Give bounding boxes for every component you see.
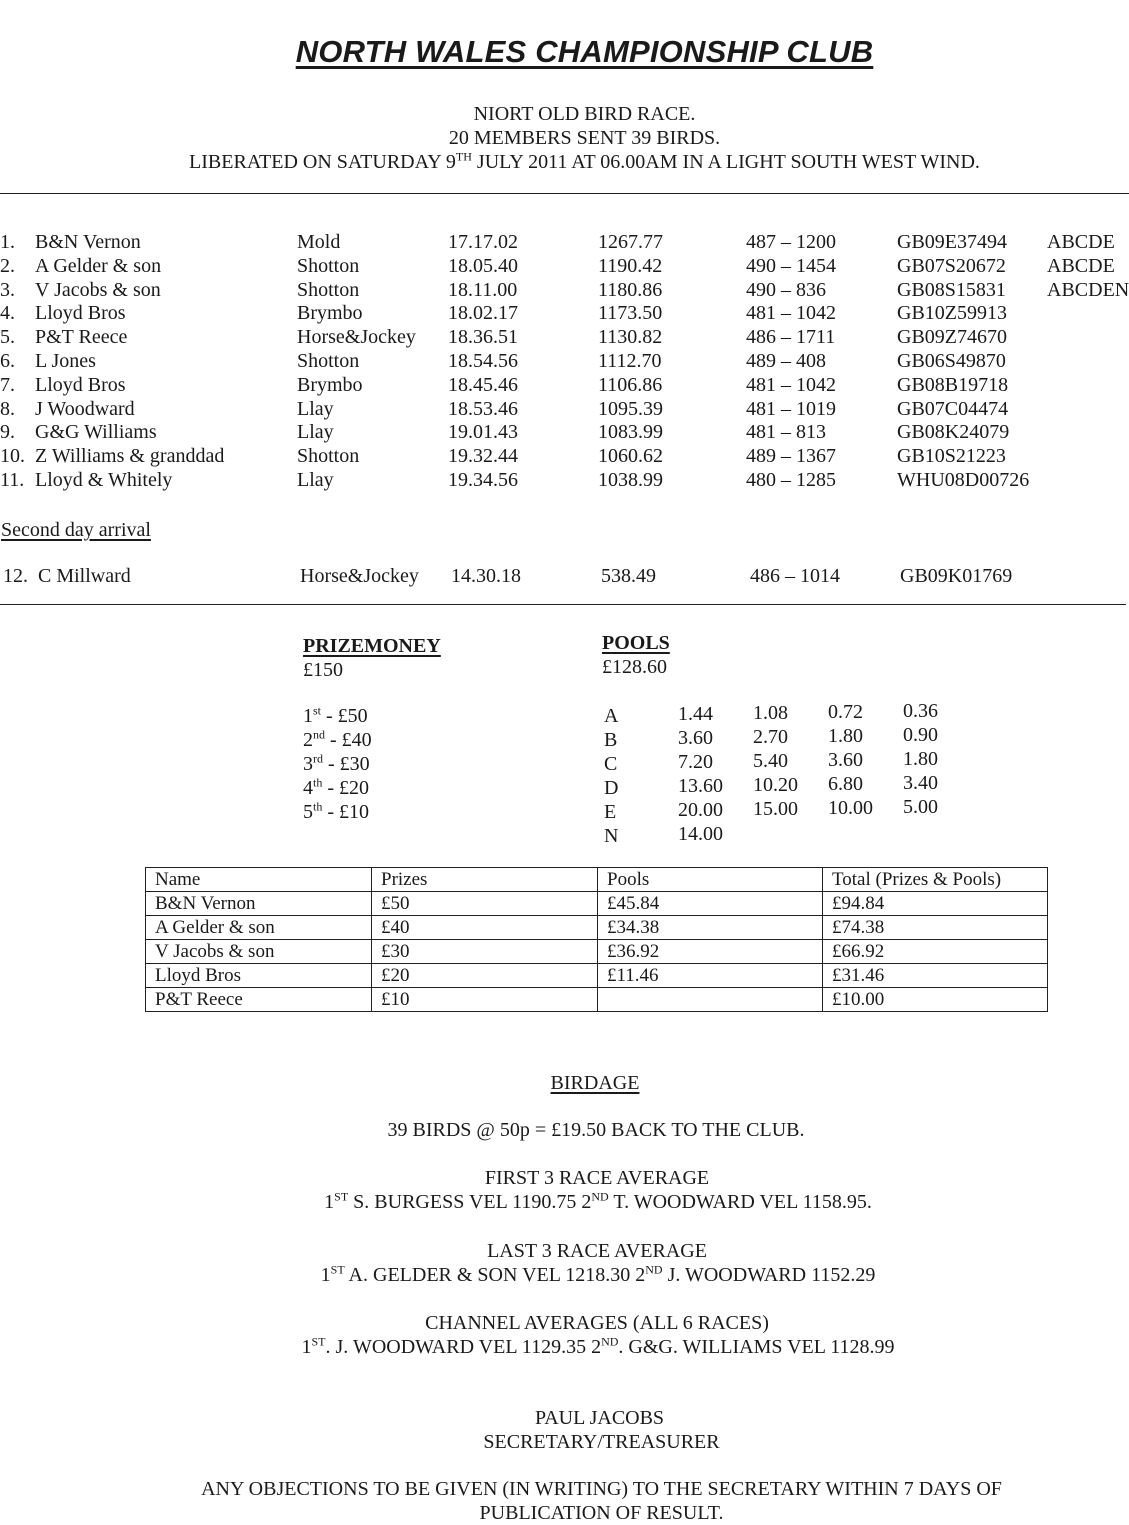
result-ring: GB09Z74670 xyxy=(897,326,1007,348)
result-name: Z Williams & granddad xyxy=(35,445,225,467)
pools-heading: POOLS xyxy=(602,632,670,654)
summary-header-cell: Pools xyxy=(598,868,823,892)
result-distance: 481 – 1042 xyxy=(746,374,836,396)
average-line xyxy=(0,1336,1129,1359)
summary-cell: £36.92 xyxy=(598,940,823,964)
result-pos: 6. xyxy=(0,350,15,372)
result-velocity: 1083.99 xyxy=(598,421,663,443)
result-ring: GB08K24079 xyxy=(897,421,1010,443)
result-distance: 480 – 1285 xyxy=(746,469,836,491)
result-velocity: 1173.50 xyxy=(598,302,663,324)
prize-amount: - £50 xyxy=(321,705,368,727)
result-ring: GB07S20672 xyxy=(897,255,1006,277)
result-velocity: 1095.39 xyxy=(598,398,663,420)
summary-row xyxy=(146,916,1048,940)
result-distance: 489 – 408 xyxy=(746,350,826,372)
result-name: Lloyd Bros xyxy=(35,374,126,396)
result-name: J Woodward xyxy=(35,398,135,420)
pool-letter: E xyxy=(604,801,617,823)
prize-place-suffix: th xyxy=(313,799,323,814)
divider-middle xyxy=(0,604,1126,605)
result-loft: Brymbo xyxy=(297,374,363,396)
result-row xyxy=(0,350,1129,374)
result-pos: 10. xyxy=(0,445,25,467)
summary-cell: P&T Reece xyxy=(146,988,372,1012)
result-pos: 9. xyxy=(0,421,15,443)
result-ring: GB10S21223 xyxy=(897,445,1006,467)
pool-value: 1.80 xyxy=(903,748,938,770)
result-pos: 11. xyxy=(0,469,25,491)
result-row xyxy=(0,398,1129,422)
result-row xyxy=(0,469,1129,493)
result-row xyxy=(0,231,1129,255)
pool-value: 5.00 xyxy=(903,796,938,818)
birdage-line: 39 BIRDS @ 50p = £19.50 BACK TO THE CLUB. xyxy=(387,1119,805,1141)
summary-header-cell: Name xyxy=(146,868,372,892)
pool-letter: N xyxy=(604,825,619,847)
prize-item xyxy=(303,777,369,800)
result-pos: 2. xyxy=(0,255,15,277)
average-first-text: . J. WOODWARD VEL 1129.35 2 xyxy=(325,1336,602,1358)
result-pools: ABCDE xyxy=(1047,231,1115,253)
pools-total: £128.60 xyxy=(602,656,667,678)
average-heading: CHANNEL AVERAGES (ALL 6 RACES) xyxy=(425,1312,769,1334)
result-time: 18.36.51 xyxy=(448,326,518,348)
result-time: 18.02.17 xyxy=(448,302,518,324)
prize-place-suffix: nd xyxy=(313,727,325,742)
summary-row xyxy=(146,892,1048,916)
result-time: 19.32.44 xyxy=(448,445,518,467)
prize-amount: - £40 xyxy=(325,729,372,751)
second-day-ring: GB09K01769 xyxy=(900,565,1013,587)
summary-cell: B&N Vernon xyxy=(146,892,372,916)
prize-item xyxy=(303,801,369,824)
result-velocity: 1112.70 xyxy=(598,350,662,372)
result-velocity: 1130.82 xyxy=(598,326,663,348)
prize-amount: - £20 xyxy=(322,777,370,799)
average-second-suffix: ND xyxy=(645,1262,663,1277)
result-name: P&T Reece xyxy=(35,326,128,348)
result-distance: 481 – 1019 xyxy=(746,398,836,420)
result-name: A Gelder & son xyxy=(35,255,162,277)
average-first-suffix: ST xyxy=(334,1189,349,1204)
race-name: NIORT OLD BIRD RACE. xyxy=(473,103,696,125)
average-heading: LAST 3 RACE AVERAGE xyxy=(487,1240,707,1262)
result-row xyxy=(0,326,1129,350)
average-first-num: 1 xyxy=(324,1191,335,1213)
pool-value: 0.90 xyxy=(903,724,938,746)
average-line xyxy=(0,1191,1129,1214)
pool-value: 3.60 xyxy=(678,727,713,749)
result-row xyxy=(0,279,1129,303)
prize-place-suffix: rd xyxy=(313,751,323,766)
prizemoney-heading: PRIZEMONEY xyxy=(303,635,441,657)
summary-table xyxy=(145,867,1048,1012)
pool-value: 7.20 xyxy=(678,751,713,773)
average-heading: FIRST 3 RACE AVERAGE xyxy=(484,1167,710,1189)
pool-letter: C xyxy=(604,753,618,775)
pool-value: 15.00 xyxy=(753,798,798,820)
summary-cell xyxy=(598,988,823,1012)
result-time: 19.01.43 xyxy=(448,421,518,443)
result-time: 18.05.40 xyxy=(448,255,518,277)
pool-letter: A xyxy=(604,705,619,727)
prize-place: 2 xyxy=(303,729,313,751)
average-second-text: . G&G. WILLIAMS VEL 1128.99 xyxy=(618,1336,895,1358)
second-day-row xyxy=(0,565,1129,589)
result-row xyxy=(0,255,1129,279)
summary-cell: £11.46 xyxy=(598,964,823,988)
result-velocity: 1190.42 xyxy=(598,255,663,277)
average-first-num: 1 xyxy=(320,1264,331,1286)
summary-header-cell: Total (Prizes & Pools) xyxy=(823,868,1048,892)
result-loft: Shotton xyxy=(297,255,360,277)
result-row xyxy=(0,302,1129,326)
result-loft: Horse&Jockey xyxy=(297,326,416,348)
result-loft: Llay xyxy=(297,421,334,443)
result-velocity: 1180.86 xyxy=(598,279,663,301)
result-loft: Llay xyxy=(297,469,334,491)
result-loft: Shotton xyxy=(297,279,360,301)
result-distance: 486 – 1711 xyxy=(746,326,836,348)
result-ring: GB10Z59913 xyxy=(897,302,1007,324)
second-day-pos: 12. xyxy=(3,565,28,587)
result-ring: GB07C04474 xyxy=(897,398,1009,420)
result-pools: ABCDEN xyxy=(1047,279,1129,301)
second-day-label: Second day arrival xyxy=(1,519,151,541)
liberation-sup: TH xyxy=(455,149,472,164)
result-pools: ABCDE xyxy=(1047,255,1115,277)
result-time: 17.17.02 xyxy=(448,231,518,253)
objections-line-1: ANY OBJECTIONS TO BE GIVEN (IN WRITING) TO THE SECRETARY WITHIN 7 DAYS OF xyxy=(201,1478,1002,1500)
result-time: 18.54.56 xyxy=(448,350,518,372)
summary-header-row xyxy=(146,868,1048,892)
result-name: Lloyd Bros xyxy=(35,302,126,324)
average-line xyxy=(0,1264,1129,1287)
prize-place: 1 xyxy=(303,705,313,727)
page-title: NORTH WALES CHAMPIONSHIP CLUB xyxy=(295,34,874,69)
average-first-text: A. GELDER & SON VEL 1218.30 2 xyxy=(344,1264,646,1286)
summary-cell: £10 xyxy=(372,988,598,1012)
divider-top xyxy=(0,193,1129,194)
pool-value: 10.00 xyxy=(828,797,873,819)
result-pos: 5. xyxy=(0,326,15,348)
summary-row xyxy=(146,940,1048,964)
summary-cell: £50 xyxy=(372,892,598,916)
summary-cell: Lloyd Bros xyxy=(146,964,372,988)
average-second-text: J. WOODWARD 1152.29 xyxy=(662,1264,876,1286)
pool-value: 0.36 xyxy=(903,700,938,722)
prize-place-suffix: th xyxy=(313,775,323,790)
summary-cell: £20 xyxy=(372,964,598,988)
result-time: 18.45.46 xyxy=(448,374,518,396)
average-second-suffix: ND xyxy=(591,1189,609,1204)
average-second-suffix: ND xyxy=(601,1334,619,1349)
average-first-suffix: ST xyxy=(330,1262,345,1277)
result-pos: 4. xyxy=(0,302,15,324)
prize-item xyxy=(303,729,372,752)
result-distance: 489 – 1367 xyxy=(746,445,836,467)
summary-cell: £74.38 xyxy=(823,916,1048,940)
result-distance: 490 – 836 xyxy=(746,279,826,301)
result-distance: 481 – 1042 xyxy=(746,302,836,324)
second-day-velocity: 538.49 xyxy=(601,565,656,587)
second-day-time: 14.30.18 xyxy=(451,565,521,587)
prize-amount: - £30 xyxy=(323,753,370,775)
result-pos: 1. xyxy=(0,231,15,253)
summary-cell: £94.84 xyxy=(823,892,1048,916)
pool-value: 3.60 xyxy=(828,749,863,771)
members-line: 20 MEMBERS SENT 39 BIRDS. xyxy=(448,127,721,149)
result-ring: WHU08D00726 xyxy=(897,469,1030,491)
result-row xyxy=(0,374,1129,398)
result-ring: GB06S49870 xyxy=(897,350,1006,372)
result-distance: 481 – 813 xyxy=(746,421,826,443)
second-day-name: C Millward xyxy=(38,565,131,587)
prize-item xyxy=(303,705,368,728)
result-velocity: 1267.77 xyxy=(598,231,663,253)
pool-value: 1.08 xyxy=(753,702,788,724)
prize-place-suffix: st xyxy=(313,703,322,718)
result-time: 18.53.46 xyxy=(448,398,518,420)
summary-row xyxy=(146,988,1048,1012)
result-distance: 487 – 1200 xyxy=(746,231,836,253)
result-velocity: 1106.86 xyxy=(598,374,663,396)
result-name: G&G Williams xyxy=(35,421,157,443)
summary-cell: £10.00 xyxy=(823,988,1048,1012)
summary-header-cell: Prizes xyxy=(372,868,598,892)
objections-line-2: PUBLICATION OF RESULT. xyxy=(479,1502,724,1524)
result-velocity: 1060.62 xyxy=(598,445,663,467)
pool-value: 1.80 xyxy=(828,725,863,747)
result-ring: GB08S15831 xyxy=(897,279,1006,301)
secretary-role: SECRETARY/TREASURER xyxy=(483,1431,720,1453)
pool-value: 2.70 xyxy=(753,726,788,748)
birdage-heading: BIRDAGE xyxy=(550,1072,640,1094)
pool-value: 13.60 xyxy=(678,775,723,797)
result-time: 19.34.56 xyxy=(448,469,518,491)
summary-cell: £45.84 xyxy=(598,892,823,916)
prize-place: 3 xyxy=(303,753,313,775)
summary-cell: £40 xyxy=(372,916,598,940)
result-ring: GB09E37494 xyxy=(897,231,1007,253)
liberation-line xyxy=(0,151,1129,174)
summary-cell: £34.38 xyxy=(598,916,823,940)
summary-cell: V Jacobs & son xyxy=(146,940,372,964)
prize-place: 5 xyxy=(303,801,313,823)
result-loft: Mold xyxy=(297,231,341,253)
prize-item xyxy=(303,753,370,776)
pool-value: 3.40 xyxy=(903,772,938,794)
result-pos: 8. xyxy=(0,398,15,420)
second-day-loft: Horse&Jockey xyxy=(300,565,419,587)
result-pos: 7. xyxy=(0,374,15,396)
liberation-suffix: JULY 2011 AT 06.00AM IN A LIGHT SOUTH WEST WIND. xyxy=(471,151,980,173)
result-name: V Jacobs & son xyxy=(35,279,161,301)
summary-cell: £66.92 xyxy=(823,940,1048,964)
liberation-prefix: LIBERATED ON SATURDAY 9 xyxy=(189,151,456,173)
pool-value: 20.00 xyxy=(678,799,723,821)
result-name: B&N Vernon xyxy=(35,231,141,253)
prize-amount: - £10 xyxy=(322,801,370,823)
pool-value: 10.20 xyxy=(753,774,798,796)
result-loft: Brymbo xyxy=(297,302,363,324)
pool-letter: D xyxy=(604,777,619,799)
summary-cell: £30 xyxy=(372,940,598,964)
result-loft: Llay xyxy=(297,398,334,420)
average-second-text: T. WOODWARD VEL 1158.95. xyxy=(608,1191,872,1213)
pool-value: 6.80 xyxy=(828,773,863,795)
pool-value: 14.00 xyxy=(678,823,723,845)
result-distance: 490 – 1454 xyxy=(746,255,836,277)
summary-row xyxy=(146,964,1048,988)
summary-cell: £31.46 xyxy=(823,964,1048,988)
result-name: L Jones xyxy=(35,350,96,372)
prize-place: 4 xyxy=(303,777,313,799)
pool-letter: B xyxy=(604,729,618,751)
average-first-suffix: ST xyxy=(311,1334,326,1349)
secretary-name: PAUL JACOBS xyxy=(534,1407,665,1429)
result-row xyxy=(0,421,1129,445)
result-row xyxy=(0,445,1129,469)
average-first-text: S. BURGESS VEL 1190.75 2 xyxy=(348,1191,592,1213)
result-velocity: 1038.99 xyxy=(598,469,663,491)
average-first-num: 1 xyxy=(301,1336,312,1358)
pool-value: 0.72 xyxy=(828,701,863,723)
result-ring: GB08B19718 xyxy=(897,374,1009,396)
result-pos: 3. xyxy=(0,279,15,301)
result-time: 18.11.00 xyxy=(448,279,518,301)
result-name: Lloyd & Whitely xyxy=(35,469,173,491)
result-loft: Shotton xyxy=(297,445,360,467)
pool-value: 1.44 xyxy=(678,703,713,725)
result-loft: Shotton xyxy=(297,350,360,372)
pool-value: 5.40 xyxy=(753,750,788,772)
summary-cell: A Gelder & son xyxy=(146,916,372,940)
prizemoney-total: £150 xyxy=(303,659,343,681)
second-day-distance: 486 – 1014 xyxy=(750,565,840,587)
